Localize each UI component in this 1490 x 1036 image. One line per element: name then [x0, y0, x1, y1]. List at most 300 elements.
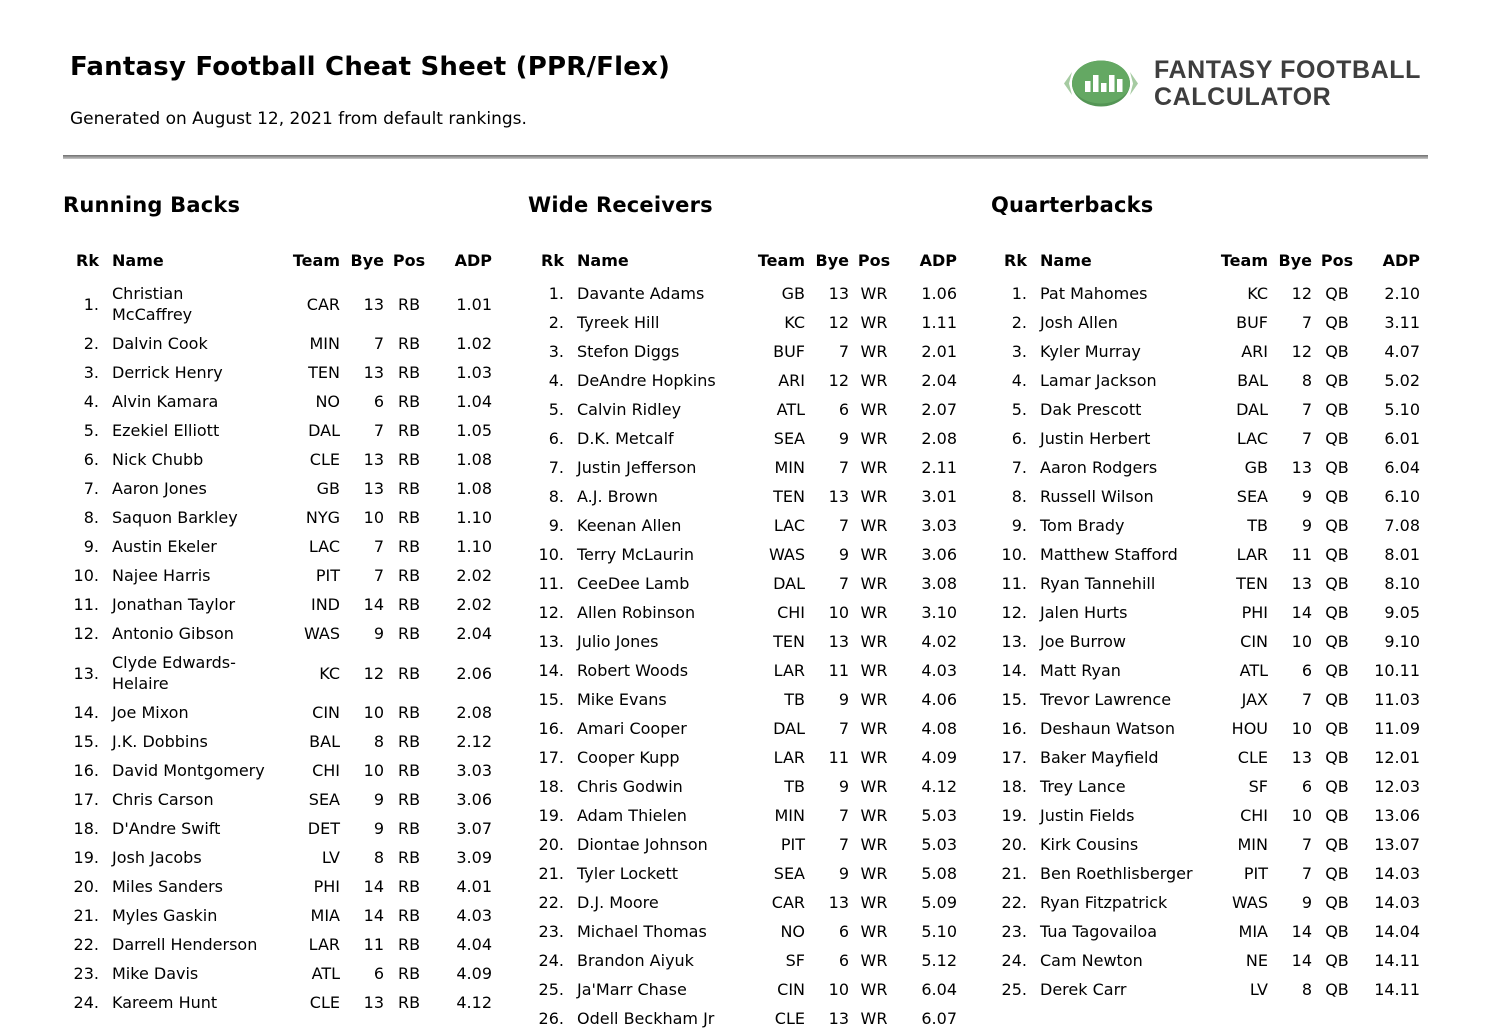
player-team: BAL [309, 732, 340, 751]
player-row [528, 424, 957, 453]
player-team: JAX [1241, 690, 1268, 709]
player-row [528, 453, 957, 482]
player-adp: 3.03 [456, 761, 492, 780]
col-header-adp: ADP [1382, 251, 1420, 270]
player-bye: 11 [828, 661, 849, 680]
col-header-pos: Pos [1320, 251, 1354, 270]
player-team: SF [785, 951, 805, 970]
player-bye: 13 [828, 284, 849, 303]
player-bye: 10 [828, 603, 849, 622]
player-row [528, 975, 957, 1004]
player-team: TEN [773, 632, 805, 651]
player-row [63, 279, 492, 329]
player-rk: 15. [1001, 690, 1027, 709]
player-pos: RB [397, 566, 421, 585]
player-rk: 3. [548, 342, 564, 361]
player-team: TB [784, 690, 805, 709]
player-bye: 8 [373, 732, 384, 751]
player-name: Ryan Tannehill [1040, 574, 1156, 593]
player-name: Mike Evans [577, 690, 667, 709]
player-rk: 4. [1011, 371, 1027, 390]
col-header-bye: Bye [815, 251, 849, 270]
page-header [70, 52, 670, 129]
player-bye: 9 [838, 864, 849, 883]
player-rk: 25. [1001, 980, 1027, 999]
player-name: David Montgomery [112, 761, 265, 780]
player-pos: WR [860, 690, 888, 709]
player-bye: 7 [373, 537, 384, 556]
player-pos: WR [860, 313, 888, 332]
player-rk: 4. [548, 371, 564, 390]
player-row [528, 540, 957, 569]
player-team: GB [316, 479, 340, 498]
player-rk: 21. [538, 864, 564, 883]
player-bye: 12 [363, 663, 384, 683]
player-pos: WR [860, 951, 888, 970]
player-team: BUF [1236, 313, 1268, 332]
player-adp: 2.12 [456, 732, 492, 751]
player-pos: QB [1325, 284, 1349, 303]
player-rk: 19. [1001, 806, 1027, 825]
player-bye: 14 [363, 877, 384, 896]
player-rk: 17. [538, 748, 564, 767]
col-header-team: Team [757, 251, 805, 270]
player-row [63, 358, 492, 387]
player-pos: QB [1325, 487, 1349, 506]
player-name: Ezekiel Elliott [112, 421, 220, 440]
player-team: LV [321, 848, 340, 867]
player-row [63, 843, 492, 872]
player-adp: 14.11 [1374, 951, 1420, 970]
player-team: ARI [1241, 342, 1268, 361]
player-team: SF [1248, 777, 1268, 796]
player-row [991, 917, 1420, 946]
player-rk: 10. [1001, 545, 1027, 564]
player-team: DAL [1236, 400, 1268, 419]
player-row [991, 308, 1420, 337]
player-pos: RB [397, 294, 421, 314]
player-name: Kyler Murray [1040, 342, 1141, 361]
header-divider [63, 155, 1428, 159]
player-row [528, 482, 957, 511]
player-bye: 7 [373, 334, 384, 353]
player-pos: RB [397, 935, 421, 954]
player-name: Tua Tagovailoa [1040, 922, 1158, 941]
player-pos: WR [860, 458, 888, 477]
player-bye: 6 [838, 400, 849, 419]
player-adp: 4.06 [921, 690, 957, 709]
player-bye: 7 [1301, 429, 1312, 448]
player-name: Christian McCaffrey [112, 284, 193, 324]
player-pos: WR [860, 603, 888, 622]
player-name: Saquon Barkley [112, 508, 238, 527]
player-name: Derek Carr [1040, 980, 1127, 999]
player-bye: 11 [363, 935, 384, 954]
player-row [63, 698, 492, 727]
player-adp: 14.04 [1374, 922, 1420, 941]
player-adp: 2.07 [921, 400, 957, 419]
player-team: MIN [774, 806, 805, 825]
player-pos: WR [860, 516, 888, 535]
player-adp: 2.02 [456, 595, 492, 614]
player-name: Jalen Hurts [1040, 603, 1128, 622]
player-team: NE [1245, 951, 1268, 970]
player-adp: 4.01 [456, 877, 492, 896]
col-header-bye: Bye [1278, 251, 1312, 270]
player-adp: 2.02 [456, 566, 492, 585]
player-name: Myles Gaskin [112, 906, 218, 925]
table-header-row [63, 247, 492, 279]
player-team: LAR [308, 935, 340, 954]
player-bye: 10 [363, 508, 384, 527]
player-row [991, 975, 1420, 1004]
player-name: Allen Robinson [577, 603, 696, 622]
player-adp: 5.10 [921, 922, 957, 941]
player-bye: 13 [828, 487, 849, 506]
player-bye: 8 [373, 848, 384, 867]
player-team: CHI [312, 761, 340, 780]
player-pos: QB [1325, 458, 1349, 477]
player-bye: 14 [1291, 922, 1312, 941]
player-rk: 17. [1001, 748, 1027, 767]
player-row [528, 859, 957, 888]
player-pos: QB [1325, 313, 1349, 332]
player-name: Ryan Fitzpatrick [1040, 893, 1168, 912]
player-adp: 3.11 [1384, 313, 1420, 332]
player-pos: WR [860, 487, 888, 506]
player-pos: RB [397, 363, 421, 382]
player-team: GB [781, 284, 805, 303]
player-row [528, 1004, 957, 1033]
table-header-row [528, 247, 957, 279]
player-adp: 12.03 [1374, 777, 1420, 796]
player-team: WAS [303, 624, 340, 643]
player-team: ARI [778, 371, 805, 390]
player-bye: 7 [838, 458, 849, 477]
player-name: Nick Chubb [112, 450, 204, 469]
player-row [528, 569, 957, 598]
player-name: Julio Jones [577, 632, 659, 651]
player-name: Austin Ekeler [112, 537, 217, 556]
col-header-team: Team [292, 251, 340, 270]
player-pos: RB [397, 761, 421, 780]
player-team: MIN [309, 334, 340, 353]
page-subtitle: Generated on August 12, 2021 from default rankings. [70, 109, 527, 129]
player-rk: 13. [73, 663, 99, 683]
player-pos: WR [860, 400, 888, 419]
player-name: Josh Allen [1040, 313, 1118, 332]
player-rk: 7. [83, 479, 99, 498]
player-name: Justin Fields [1040, 806, 1135, 825]
brand-name-line1: FANTASY FOOTBALL [1154, 56, 1421, 84]
fantasy-football-calculator-logo [1061, 56, 1421, 111]
player-rk: 1. [548, 284, 564, 303]
player-team: ATL [1239, 661, 1268, 680]
player-row [63, 988, 492, 1017]
player-team: CLE [1237, 748, 1268, 767]
player-bye: 9 [373, 819, 384, 838]
player-row [528, 772, 957, 801]
player-pos: QB [1325, 603, 1349, 622]
player-adp: 5.02 [1384, 371, 1420, 390]
player-row [991, 888, 1420, 917]
wide-receivers-table [528, 247, 957, 1033]
running-backs-table [63, 247, 492, 1017]
player-pos: QB [1325, 980, 1349, 999]
player-name: D.K. Metcalf [577, 429, 674, 448]
player-row [991, 511, 1420, 540]
player-team: MIN [1237, 835, 1268, 854]
player-adp: 3.06 [921, 545, 957, 564]
player-adp: 3.10 [921, 603, 957, 622]
player-row [63, 416, 492, 445]
player-pos: QB [1325, 574, 1349, 593]
player-name: Chris Godwin [577, 777, 683, 796]
player-bye: 11 [828, 748, 849, 767]
player-team: ATL [311, 964, 340, 983]
brand-name [1154, 57, 1421, 110]
player-row [528, 888, 957, 917]
player-adp: 2.08 [921, 429, 957, 448]
player-adp: 3.06 [456, 790, 492, 809]
player-row [63, 756, 492, 785]
player-rk: 8. [1011, 487, 1027, 506]
player-pos: RB [397, 848, 421, 867]
player-pos: WR [860, 748, 888, 767]
player-pos: RB [397, 537, 421, 556]
player-bye: 7 [373, 566, 384, 585]
player-rk: 7. [1011, 458, 1027, 477]
player-rk: 26. [538, 1009, 564, 1028]
col-header-adp: ADP [919, 251, 957, 270]
player-name: Cam Newton [1040, 951, 1143, 970]
player-bye: 7 [838, 342, 849, 361]
player-adp: 9.10 [1384, 632, 1420, 651]
player-pos: RB [397, 906, 421, 925]
col-header-team: Team [1220, 251, 1268, 270]
player-row [528, 946, 957, 975]
player-row [991, 656, 1420, 685]
player-rk: 12. [73, 624, 99, 643]
player-team: GB [1244, 458, 1268, 477]
player-bye: 9 [1301, 516, 1312, 535]
player-pos: QB [1325, 690, 1349, 709]
player-bye: 9 [1301, 893, 1312, 912]
player-pos: RB [397, 595, 421, 614]
player-row [991, 569, 1420, 598]
player-rk: 16. [1001, 719, 1027, 738]
player-bye: 7 [373, 421, 384, 440]
player-adp: 4.07 [1384, 342, 1420, 361]
player-adp: 14.03 [1374, 893, 1420, 912]
player-bye: 6 [1301, 777, 1312, 796]
player-rk: 15. [538, 690, 564, 709]
player-name: Tyler Lockett [577, 864, 679, 883]
player-team: WAS [768, 545, 805, 564]
player-row [63, 872, 492, 901]
player-rk: 10. [538, 545, 564, 564]
player-row [528, 279, 957, 308]
player-name: Justin Herbert [1040, 429, 1151, 448]
player-adp: 1.02 [456, 334, 492, 353]
col-header-name: Name [1040, 251, 1092, 270]
player-team: PIT [315, 566, 340, 585]
player-bye: 9 [838, 777, 849, 796]
player-adp: 4.08 [921, 719, 957, 738]
player-name: Aaron Rodgers [1040, 458, 1158, 477]
player-team: CIN [1240, 632, 1268, 651]
player-name: Chris Carson [112, 790, 214, 809]
player-row [528, 366, 957, 395]
player-row [528, 801, 957, 830]
player-rk: 11. [1001, 574, 1027, 593]
player-team: SEA [773, 864, 805, 883]
player-name: Ja'Marr Chase [577, 980, 687, 999]
player-row [63, 329, 492, 358]
player-rk: 10. [73, 566, 99, 585]
player-pos: WR [860, 922, 888, 941]
player-rk: 13. [1001, 632, 1027, 651]
player-row [991, 598, 1420, 627]
player-team: IND [310, 595, 340, 614]
player-row [991, 424, 1420, 453]
player-adp: 8.10 [1384, 574, 1420, 593]
player-pos: QB [1325, 748, 1349, 767]
player-team: BAL [1237, 371, 1268, 390]
player-name: Aaron Jones [112, 479, 207, 498]
player-pos: RB [397, 877, 421, 896]
player-pos: RB [397, 421, 421, 440]
player-adp: 6.04 [921, 980, 957, 999]
player-row [991, 627, 1420, 656]
player-bye: 7 [1301, 313, 1312, 332]
player-rk: 19. [538, 806, 564, 825]
player-name: Tyreek Hill [577, 313, 660, 332]
player-adp: 5.12 [921, 951, 957, 970]
player-bye: 13 [828, 1009, 849, 1028]
player-name: Alvin Kamara [112, 392, 219, 411]
player-row [63, 503, 492, 532]
player-adp: 2.08 [456, 703, 492, 722]
player-pos: QB [1325, 400, 1349, 419]
player-name: Russell Wilson [1040, 487, 1154, 506]
player-rk: 22. [1001, 893, 1027, 912]
player-name: Tom Brady [1040, 516, 1125, 535]
player-rk: 21. [73, 906, 99, 925]
player-team: LAR [1236, 545, 1268, 564]
player-team: WAS [1231, 893, 1268, 912]
player-adp: 11.09 [1374, 719, 1420, 738]
wide-receivers-section [528, 193, 957, 1033]
player-rk: 2. [548, 313, 564, 332]
player-pos: QB [1325, 951, 1349, 970]
player-row [528, 714, 957, 743]
player-row [991, 801, 1420, 830]
player-rk: 12. [538, 603, 564, 622]
player-row [528, 917, 957, 946]
player-name: Kirk Cousins [1040, 835, 1139, 854]
player-team: PIT [780, 835, 805, 854]
player-team: DAL [308, 421, 340, 440]
player-adp: 1.05 [456, 421, 492, 440]
player-bye: 7 [1301, 864, 1312, 883]
col-header-bye: Bye [350, 251, 384, 270]
col-header-rk: Rk [76, 251, 99, 270]
player-pos: RB [397, 450, 421, 469]
player-rk: 9. [83, 537, 99, 556]
player-pos: WR [860, 864, 888, 883]
player-row [63, 532, 492, 561]
player-row [528, 830, 957, 859]
player-pos: QB [1325, 516, 1349, 535]
player-pos: WR [860, 284, 888, 303]
player-team: HOU [1231, 719, 1268, 738]
player-row [991, 540, 1420, 569]
player-rk: 16. [73, 761, 99, 780]
player-name: Mike Davis [112, 964, 199, 983]
player-name: Kareem Hunt [112, 993, 218, 1012]
player-pos: RB [397, 479, 421, 498]
player-adp: 3.03 [921, 516, 957, 535]
player-pos: WR [860, 632, 888, 651]
section-title-running-backs: Running Backs [63, 193, 241, 217]
player-adp: 13.07 [1374, 835, 1420, 854]
player-adp: 9.05 [1384, 603, 1420, 622]
player-team: LAC [773, 516, 805, 535]
player-adp: 11.03 [1374, 690, 1420, 709]
player-rk: 9. [1011, 516, 1027, 535]
player-rk: 22. [538, 893, 564, 912]
player-adp: 6.10 [1384, 487, 1420, 506]
player-team: LV [1249, 980, 1268, 999]
player-rk: 1. [1011, 284, 1027, 303]
player-bye: 7 [1301, 400, 1312, 419]
player-adp: 2.06 [456, 663, 492, 683]
player-name: Michael Thomas [577, 922, 707, 941]
player-row [528, 685, 957, 714]
player-adp: 1.08 [456, 450, 492, 469]
player-rk: 24. [538, 951, 564, 970]
player-bye: 13 [1291, 748, 1312, 767]
player-row [991, 830, 1420, 859]
player-bye: 11 [1291, 545, 1312, 564]
player-row [991, 772, 1420, 801]
player-pos: WR [860, 661, 888, 680]
player-adp: 1.04 [456, 392, 492, 411]
player-bye: 10 [363, 703, 384, 722]
player-row [991, 946, 1420, 975]
player-rk: 20. [1001, 835, 1027, 854]
player-adp: 2.01 [921, 342, 957, 361]
player-row [63, 959, 492, 988]
player-adp: 4.02 [921, 632, 957, 651]
player-team: PIT [1243, 864, 1268, 883]
player-bye: 12 [1291, 342, 1312, 361]
player-pos: RB [397, 790, 421, 809]
player-adp: 14.03 [1374, 864, 1420, 883]
player-name: Pat Mahomes [1040, 284, 1148, 303]
player-name: Dak Prescott [1040, 400, 1142, 419]
player-bye: 6 [373, 392, 384, 411]
player-bye: 9 [838, 545, 849, 564]
player-team: ATL [776, 400, 805, 419]
player-adp: 6.01 [1384, 429, 1420, 448]
player-name: Odell Beckham Jr [577, 1009, 715, 1028]
player-adp: 7.08 [1384, 516, 1420, 535]
player-pos: RB [397, 392, 421, 411]
player-team: KC [1247, 284, 1268, 303]
player-rk: 3. [83, 363, 99, 382]
